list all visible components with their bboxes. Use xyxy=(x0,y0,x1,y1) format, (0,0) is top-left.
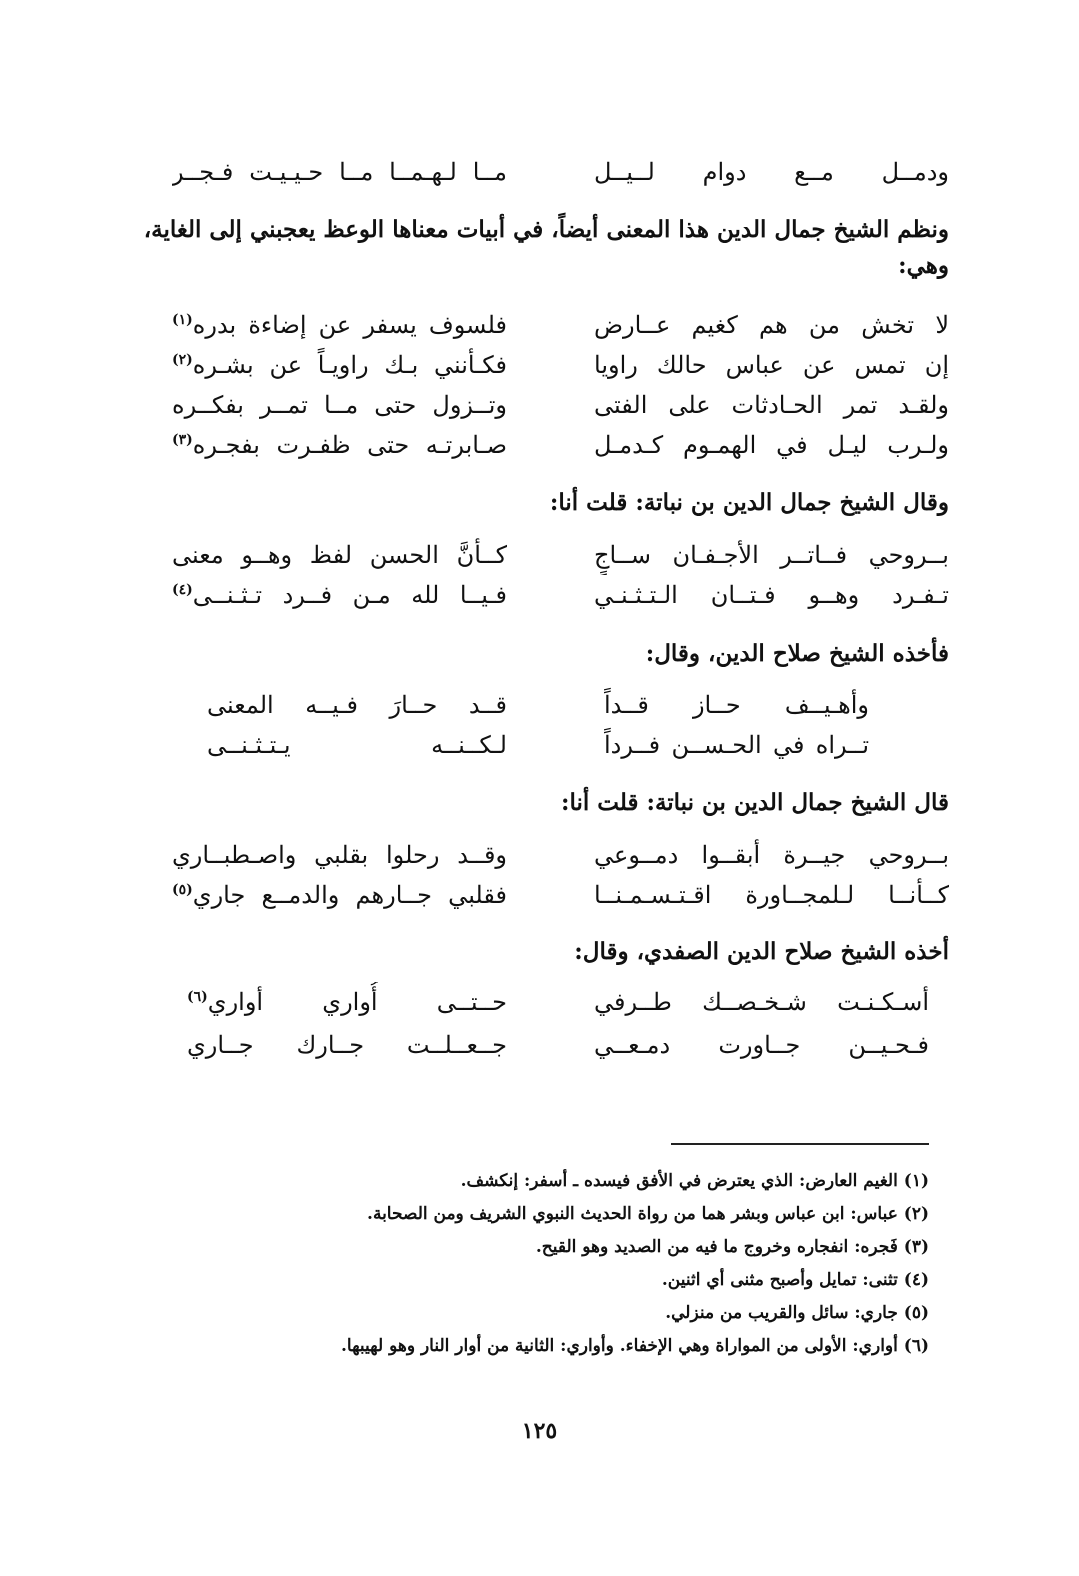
footnote-marker: (١) xyxy=(172,312,193,328)
verse-line xyxy=(0,875,1079,915)
footnote-marker: (٢) xyxy=(172,352,193,368)
footnote-marker: (٤) xyxy=(172,582,193,598)
verse-text: فكـأنني بـك راويـاً عن بشـره xyxy=(192,351,507,379)
verse-hemistich-second xyxy=(172,875,507,915)
prose-paragraph xyxy=(129,212,949,284)
verse-hemistich-first: أسـكـنـت شـخـصــك طــرفي xyxy=(594,988,929,1016)
footnote-marker: (٣) xyxy=(172,432,193,448)
verse-line xyxy=(0,725,1079,765)
footnote: (٤) تثنى: تمايل وأصبح مثنى أي اثنين. xyxy=(661,1270,929,1290)
verse-hemistich-second xyxy=(187,982,507,1022)
verse-hemistich-second: وقــد رحلوا بقلبي واصـطبــاري xyxy=(172,841,507,869)
footnote: (٥) جاري: سائل والقريب من منزلي. xyxy=(665,1303,929,1323)
prose-line: قال الشيخ جمال الدين بن نباتة: قلت أنا: xyxy=(560,789,949,816)
prose-line: وقال الشيخ جمال الدين بن نباتة: قلت أنا: xyxy=(549,489,949,516)
verse-text: حــتــى أُواري أواري xyxy=(207,988,507,1016)
verse-hemistich-first: بــروحي جيــرة أبقــوا دمــوعي xyxy=(594,841,949,869)
verse-line xyxy=(0,982,1079,1022)
verse-hemistich-second: كــأنَّ الحسن لفظ وهــو معنى xyxy=(172,541,507,569)
prose-paragraph xyxy=(129,785,949,821)
verse-line xyxy=(0,535,1079,575)
verse-hemistich-second: قــد حــارَ فـيــه المعنى xyxy=(207,691,507,719)
footnote-separator xyxy=(671,1143,929,1145)
footnotes xyxy=(109,1165,929,1363)
verse-hemistich-second xyxy=(172,345,507,385)
footnote-marker: (٥) xyxy=(172,882,193,898)
prose-paragraph xyxy=(129,636,949,672)
verse-hemistich-first: ولقـد تمر الحـادثات على الفتى xyxy=(594,391,949,419)
verse-hemistich-second xyxy=(172,575,507,615)
footnote-marker: (٦) xyxy=(187,989,208,1005)
verse-text: فلسوف يسفر عن إضاءة بدره xyxy=(192,311,507,339)
verse-hemistich-second: لـكــنــه يـتـثـنــى xyxy=(207,731,507,759)
prose-line: فأخذه الشيخ صلاح الدين، وقال: xyxy=(645,640,949,667)
verse-line xyxy=(0,385,1079,425)
verse-hemistich-first: فـحـيــن جــاورت دمـعــي xyxy=(594,1031,929,1059)
prose-line: أخذه الشيخ صلاح الدين الصفدي، وقال: xyxy=(574,938,949,965)
verse-hemistich-first: تـفـرد وهــو فـتــان الـتـثـنـي xyxy=(594,581,949,609)
verse-hemistich-second xyxy=(172,305,507,345)
verse-hemistich-second: جــعــلــت جــارك جــاري xyxy=(187,1031,507,1059)
page-number: ١٢٥ xyxy=(521,1418,558,1444)
prose-paragraph xyxy=(129,485,949,521)
verse-hemistich-first: وأهـيــف حــاز قــداً xyxy=(604,691,869,719)
verse-hemistich-first: إن تمس عن عباس حالك راويا xyxy=(594,351,949,379)
verse-hemistich-first: لا تخش من هم كغيم عــارض xyxy=(594,311,949,339)
verse-line xyxy=(0,835,1079,875)
verse-hemistich-first: كــأنــا لـلمجــاورة اقـتـسـمـنــا xyxy=(594,881,949,909)
footnote: (٣) فَجره: انفجاره وخروج ما فيه من الصديد وهو القيح. xyxy=(535,1237,929,1257)
prose-line: وهي: xyxy=(898,252,949,279)
footnote: (٦) أواري: الأولى من المواراة وهي الإخفاء. وأواري: الثانية من أوار النار وهو لهيبها. xyxy=(340,1336,929,1356)
verse-line xyxy=(0,345,1079,385)
verse-line xyxy=(0,305,1079,345)
prose-line: ونظم الشيخ جمال الدين هذا المعنى أيضاً، في أبيات معناها الوعظ يعجبني إلى الغاية، xyxy=(143,216,949,243)
verse-hemistich-first: ولـرب ليـل في الهمـوم كـدمـل xyxy=(594,431,949,459)
verse-line xyxy=(0,1025,1079,1065)
verse-line xyxy=(0,685,1079,725)
verse-hemistich-first: بــروحي فــاتــر الأجـفـان ســاجٍ xyxy=(594,541,949,569)
footnote: (١) الغيم العارض: الذي يعترض في الأفق فيسده ـ أسفر: إنكشف. xyxy=(460,1171,929,1191)
verse-hemistich-first: ودمــل مــع دوام لــيــل xyxy=(594,158,949,186)
prose-paragraph xyxy=(129,934,949,970)
footnote: (٢) عباس: ابن عباس وبشر هما من رواة الحديث النبوي الشريف ومن الصحابة. xyxy=(367,1204,929,1224)
verse-hemistich-first: تــراه في الحـســن فــرداً xyxy=(604,731,869,759)
verse-text: فقلبي جــارهم والدمــع جاري xyxy=(192,881,507,909)
verse-hemistich-second xyxy=(172,425,507,465)
verse-text: صـابرتـه حتى ظفـرت بفجـره xyxy=(192,431,507,459)
verse-line xyxy=(0,575,1079,615)
verse-line xyxy=(0,152,1079,192)
verse-hemistich-second: وتــزول حتى مــا تمــر بفكــره xyxy=(172,391,507,419)
verse-text: فـيــا لله مـن فــرد تـثـنــى xyxy=(192,581,507,609)
verse-hemistich-second: مــا لـهـمــا مــا حـيـيـت فـجــر xyxy=(172,158,507,186)
verse-line xyxy=(0,425,1079,465)
